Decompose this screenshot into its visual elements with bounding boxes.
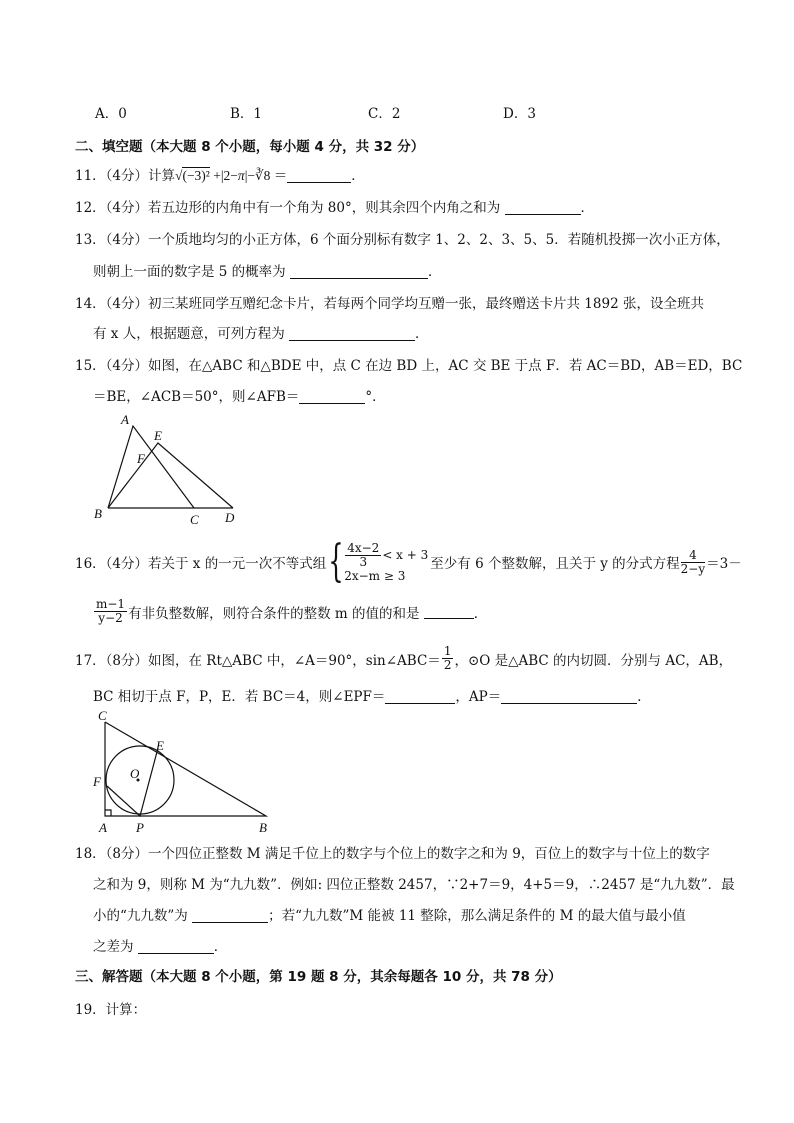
half-denominator: 2 [443,658,452,672]
fig17-label-c: C [98,708,107,723]
fraction-2-denominator: y−2 [98,611,123,625]
answer-blank[interactable] [299,389,365,404]
sys1-rest: < x + 3 [382,548,429,562]
q15-suffix: °． [365,389,386,405]
figure-17-incircle [88,706,288,836]
question-15-text: ＝BE，∠ACB＝50°，则∠AFB＝ [93,389,300,405]
question-17-line-2 [93,685,651,705]
option-d: D．3 [503,106,536,122]
question-16-text: 16．（4分）若关于 x 的一元一次不等式组 [75,556,327,572]
question-11 [75,164,365,184]
q14-suffix: ． [415,326,429,342]
question-19: 19．计算： [75,1002,147,1018]
sys2: 2x−m ≥ 3 [344,568,406,583]
question-17-line-1 [75,645,732,672]
q16-suffix: ． [473,605,488,622]
section-heading-solve: 三、解答题（本大题 8 个小题，第 19 题 8 分，其余每题各 10 分，共 78 分） [75,969,562,985]
inequality-system: { $\frac{4x-2}{3}$ < x + 3 2x−m ≥ 3 [328,536,429,587]
question-16-text-2: 至少有 6 个整数解，且关于 y 的分式方程 [430,556,680,572]
question-17-text-3: BC 相切于点 F，P，E．若 BC＝4，则∠EPF＝ [93,689,386,705]
question-16-line-1 [75,538,742,586]
fig17-label-p: P [136,820,144,835]
question-18-line-3 [93,904,686,924]
question-18-line-1: 18．（8分）一个四位正整数 M 满足千位上的数字与个位上的数字之和为 9，百位上的数字与十位上的数字 [75,846,710,862]
question-18-text: 小的“九九数”为 [93,908,188,924]
question-18-line-4 [93,935,227,955]
question-15-line-2 [93,385,386,405]
question-11-text: 11．（4分）计算 [75,168,176,184]
answer-blank-min[interactable] [192,908,268,923]
question-13-text: 则朝上一面的数字是 5 的概率为 [93,264,286,280]
q18-suffix: ． [213,939,228,955]
question-17-text: 17．（8分）如图，在 Rt△ABC 中，∠A＝90°，sin∠ABC＝ [75,652,441,669]
question-15-line-1: 15．（4分）如图，在△ABC 和△BDE 中，点 C 在边 BD 上，AC 交 BE 于点 F．若 AC＝BD，AB＝ED，BC [75,358,743,374]
fig17-label-o: O [130,766,140,781]
fraction-1-numerator: 4 [681,549,705,563]
fig17-label-a: A [99,820,107,835]
question-18-text-3: 之差为 [93,939,134,955]
question-18-line-2: 之和为 9，则称 M 为“九九数”．例如: 四位正整数 2457，∵2+7＝9，4+5＝9，∴2457 是“九九数”．最 [93,877,735,893]
question-14-text: 有 x 人，根据题意，可列方程为 [93,326,285,342]
question-13-line-1: 13．（4分）一个质地均匀的小正方体，6 个面分别标有数字 1、2、2、3、5、5．若随机投掷一次小正方体， [75,232,730,248]
q11-expression: √(−3)² +|2−π|−∛8 ＝ [175,168,288,183]
fraction-2-numerator: m−1 [96,597,126,611]
section-heading-fill-in: 二、填空题（本大题 8 个小题，每小题 4 分，共 32 分） [75,139,425,155]
option-a: A．0 [95,106,127,122]
answer-blank-ap[interactable] [501,689,637,704]
question-16-text-3: ＝3－ [706,556,742,572]
question-16-text-4: 有非负整数解，则符合条件的整数 m 的值的和是 [128,605,420,622]
question-13-line-2 [93,260,441,280]
sys1-numerator: 4x−2 [347,540,380,555]
fig15-label-f: F [137,451,145,466]
q11-suffix: ． [351,168,365,184]
fig15-label-b: B [94,506,102,521]
fig17-label-b: B [259,820,267,835]
answer-blank[interactable] [424,604,474,619]
answer-blank-diff[interactable] [138,939,214,954]
question-17-text-2: ，⊙O 是△ABC 的内切圆．分别与 AC，AB， [454,652,733,669]
question-12 [75,196,594,216]
q12-suffix: ． [580,200,595,216]
fig17-label-e: E [156,738,164,753]
question-14-line-2 [93,322,429,342]
question-16-line-2 [93,598,487,625]
fig15-label-d: D [225,510,235,525]
answer-blank[interactable] [287,168,351,183]
fig15-label-a: A [121,412,129,427]
fig15-label-c: C [190,512,199,527]
answer-blank[interactable] [289,326,415,341]
fig17-label-f: F [93,774,101,789]
q13-suffix: ． [427,264,442,280]
answer-blank[interactable] [505,200,581,215]
sys1-denominator: 3 [359,554,368,569]
answer-blank-angle[interactable] [385,689,455,704]
question-18-text-2: ；若“九九数”M 能被 11 整除，那么满足条件的 M 的最大值与最小值 [268,908,686,924]
half-numerator: 1 [443,644,452,658]
question-14-line-1: 14．（4分）初三某班同学互赠纪念卡片，若每两个同学均互赠一张，最终赠送卡片共 1892 张，设全班共 [75,296,704,312]
q17-suffix: ． [637,689,651,705]
fig15-label-e: E [154,428,162,443]
option-b: B．1 [230,106,263,122]
fraction-1-denominator: 2−y [680,561,706,576]
question-12-text: 12．（4分）若五边形的内角中有一个角为 80°，则其余四个内角之和为 [75,200,501,216]
answer-blank[interactable] [290,264,428,279]
figure-15-triangles [88,410,248,528]
option-c: C．2 [368,106,401,122]
question-17-text-4: ，AP＝ [455,689,502,705]
